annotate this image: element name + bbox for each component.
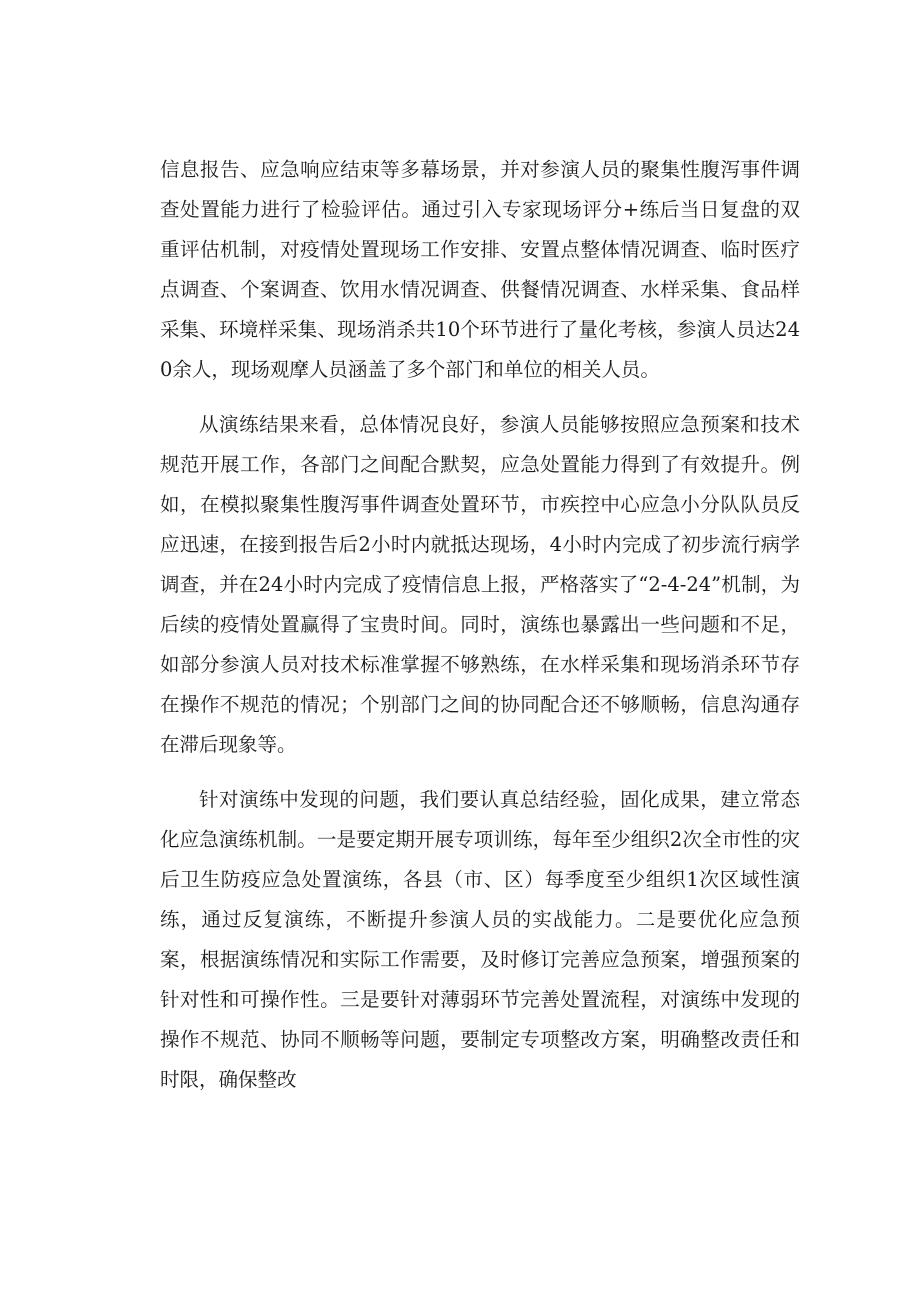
paragraph-3: 针对演练中发现的问题，我们要认真总结经验，固化成果，建立常态化应急演练机制。一是要定期开展专项训练，每年至少组织2次全市性的灾后卫生防疫应急处置演练，各县（市、区）每季度至少组织1次区域性演练，通过反复演练，不断提升参演人员的实战能力。二是要优化应急预案，根据演练情况和实际工作需要，及时修订完善应急预案，增强预案的针对性和可操作性。三是要针对薄弱环节完善处置流程，对演练中发现的操作不规范、协同不顺畅等问题，要制定专项整改方案，明确整改责任和时限，确保整改 <box>160 788 800 1091</box>
paragraph-2: 从演练结果来看，总体情况良好，参演人员能够按照应急预案和技术规范开展工作，各部门之间配合默契，应急处置能力得到了有效提升。例如，在模拟聚集性腹泻事件调查处置环节，市疾控中心应急小分队队员反应迅速，在接到报告后2小时内就抵达现场，4小时内完成了初步流行病学调查，并在24小时内完成了疫情信息上报，严格落实了“2-4-24”机制，为后续的疫情处置赢得了宝贵时间。同时，演练也暴露出一些问题和不足，如部分参演人员对技术标准掌握不够熟练，在水样采集和现场消杀环节存在操作不规范的情况；个别部门之间的协同配合还不够顺畅，信息沟通存在滞后现象等。 <box>160 413 800 756</box>
document-body <box>160 150 800 1100</box>
paragraph-1: 信息报告、应急响应结束等多幕场景，并对参演人员的聚集性腹泻事件调查处置能力进行了检验评估。通过引入专家现场评分+练后当日复盘的双重评估机制，对疫情处置现场工作安排、安置点整体情况调查、临时医疗点调查、个案调查、饮用水情况调查、供餐情况调查、水样采集、食品样采集、环境样采集、现场消杀共10个环节进行了量化考核，参演人员达240余人，现场观摩人员涵盖了多个部门和单位的相关人员。 <box>160 158 800 381</box>
